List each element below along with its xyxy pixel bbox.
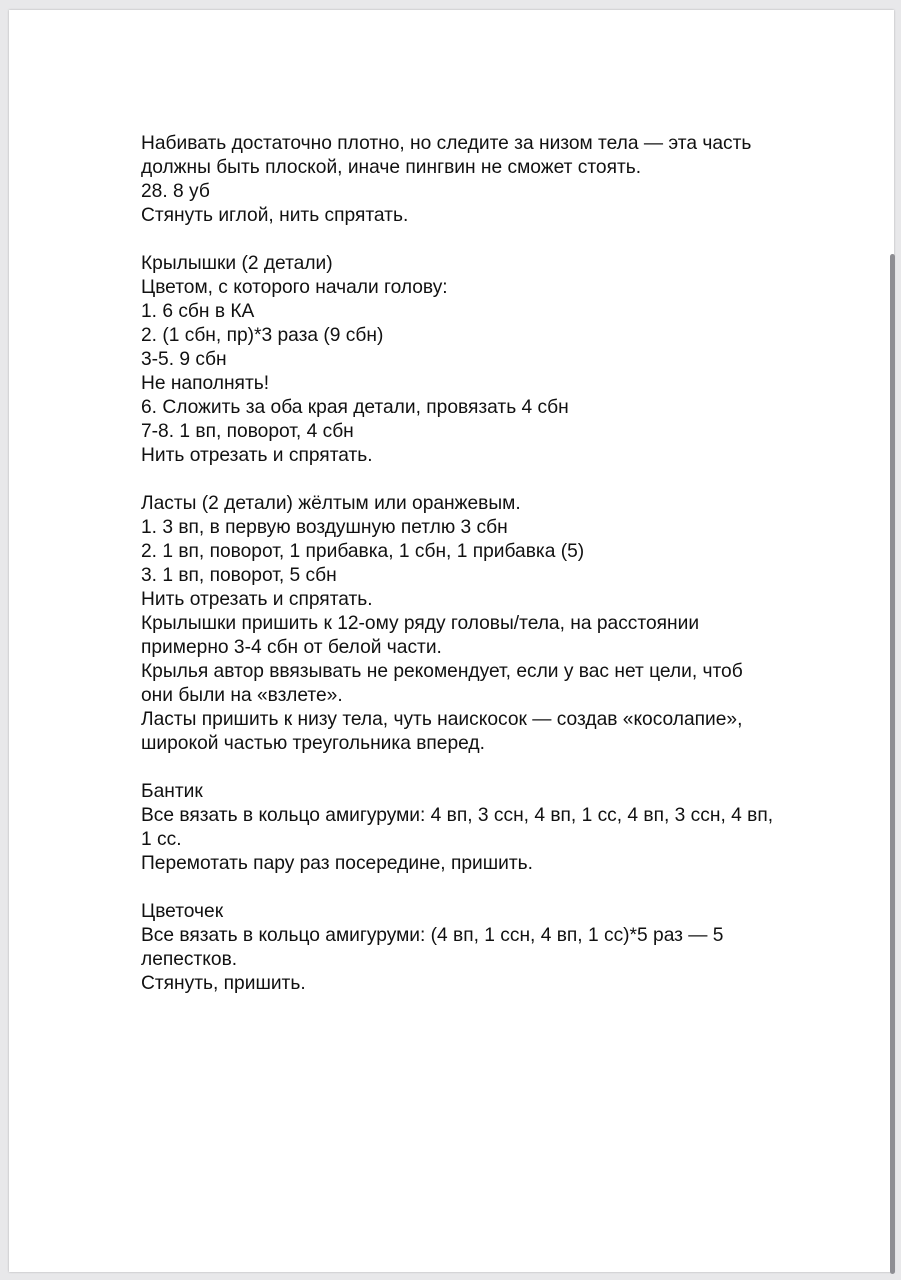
text-line: лепестков. bbox=[141, 949, 238, 970]
paragraph-gap bbox=[141, 468, 841, 492]
text-line: широкой частью треугольника вперед. bbox=[141, 733, 485, 754]
text-line: 6. Сложить за оба края детали, провязать 4 сбн bbox=[141, 397, 569, 418]
text-line: 28. 8 уб bbox=[141, 181, 210, 202]
text-line: 2. 1 вп, поворот, 1 прибавка, 1 сбн, 1 прибавка (5) bbox=[141, 541, 585, 562]
text-line: Цветом, с которого начали голову: bbox=[141, 277, 448, 298]
vertical-scrollbar[interactable] bbox=[889, 10, 897, 1272]
document-page bbox=[9, 10, 894, 1272]
section-heading-flower: Цветочек bbox=[141, 901, 224, 922]
text-line: Стянуть, пришить. bbox=[141, 973, 306, 994]
text-line: Нить отрезать и спрятать. bbox=[141, 445, 373, 466]
text-line: должны быть плоской, иначе пингвин не сможет стоять. bbox=[141, 157, 642, 178]
text-line: Все вязать в кольцо амигуруми: 4 вп, 3 ссн, 4 вп, 1 сс, 4 вп, 3 ссн, 4 вп, bbox=[141, 805, 774, 826]
section-heading-flippers: Ласты (2 детали) жёлтым или оранжевым. bbox=[141, 493, 521, 514]
scrollbar-thumb[interactable] bbox=[890, 254, 895, 1274]
paragraph-gap bbox=[141, 228, 841, 252]
section-heading-wings: Крылышки (2 детали) bbox=[141, 253, 333, 274]
document-body bbox=[141, 132, 841, 996]
text-line: 3. 1 вп, поворот, 5 сбн bbox=[141, 565, 337, 586]
text-line: 1. 6 сбн в КА bbox=[141, 301, 255, 322]
text-line: Ласты пришить к низу тела, чуть наискосок — создав «косолапие», bbox=[141, 709, 743, 730]
text-line: они были на «взлете». bbox=[141, 685, 343, 706]
text-line: Крылья автор ввязывать не рекомендует, если у вас нет цели, чтоб bbox=[141, 661, 743, 682]
paragraph-gap bbox=[141, 876, 841, 900]
text-line: Не наполнять! bbox=[141, 373, 270, 394]
text-line: 1 сс. bbox=[141, 829, 182, 850]
text-line: Все вязать в кольцо амигуруми: (4 вп, 1 ссн, 4 вп, 1 сс)*5 раз — 5 bbox=[141, 925, 724, 946]
text-line: Набивать достаточно плотно, но следите за низом тела — эта часть bbox=[141, 133, 752, 154]
section-heading-bow: Бантик bbox=[141, 781, 203, 802]
text-line: примерно 3-4 сбн от белой части. bbox=[141, 637, 442, 658]
text-line: 1. 3 вп, в первую воздушную петлю 3 сбн bbox=[141, 517, 508, 538]
text-line: Нить отрезать и спрятать. bbox=[141, 589, 373, 610]
text-line: 3-5. 9 сбн bbox=[141, 349, 227, 370]
text-line: 2. (1 сбн, пр)*3 раза (9 сбн) bbox=[141, 325, 384, 346]
paragraph-gap bbox=[141, 756, 841, 780]
text-line: 7-8. 1 вп, поворот, 4 сбн bbox=[141, 421, 354, 442]
text-line: Перемотать пару раз посередине, пришить. bbox=[141, 853, 533, 874]
text-line: Крылышки пришить к 12-ому ряду головы/тела, на расстоянии bbox=[141, 613, 700, 634]
text-line: Стянуть иглой, нить спрятать. bbox=[141, 205, 409, 226]
